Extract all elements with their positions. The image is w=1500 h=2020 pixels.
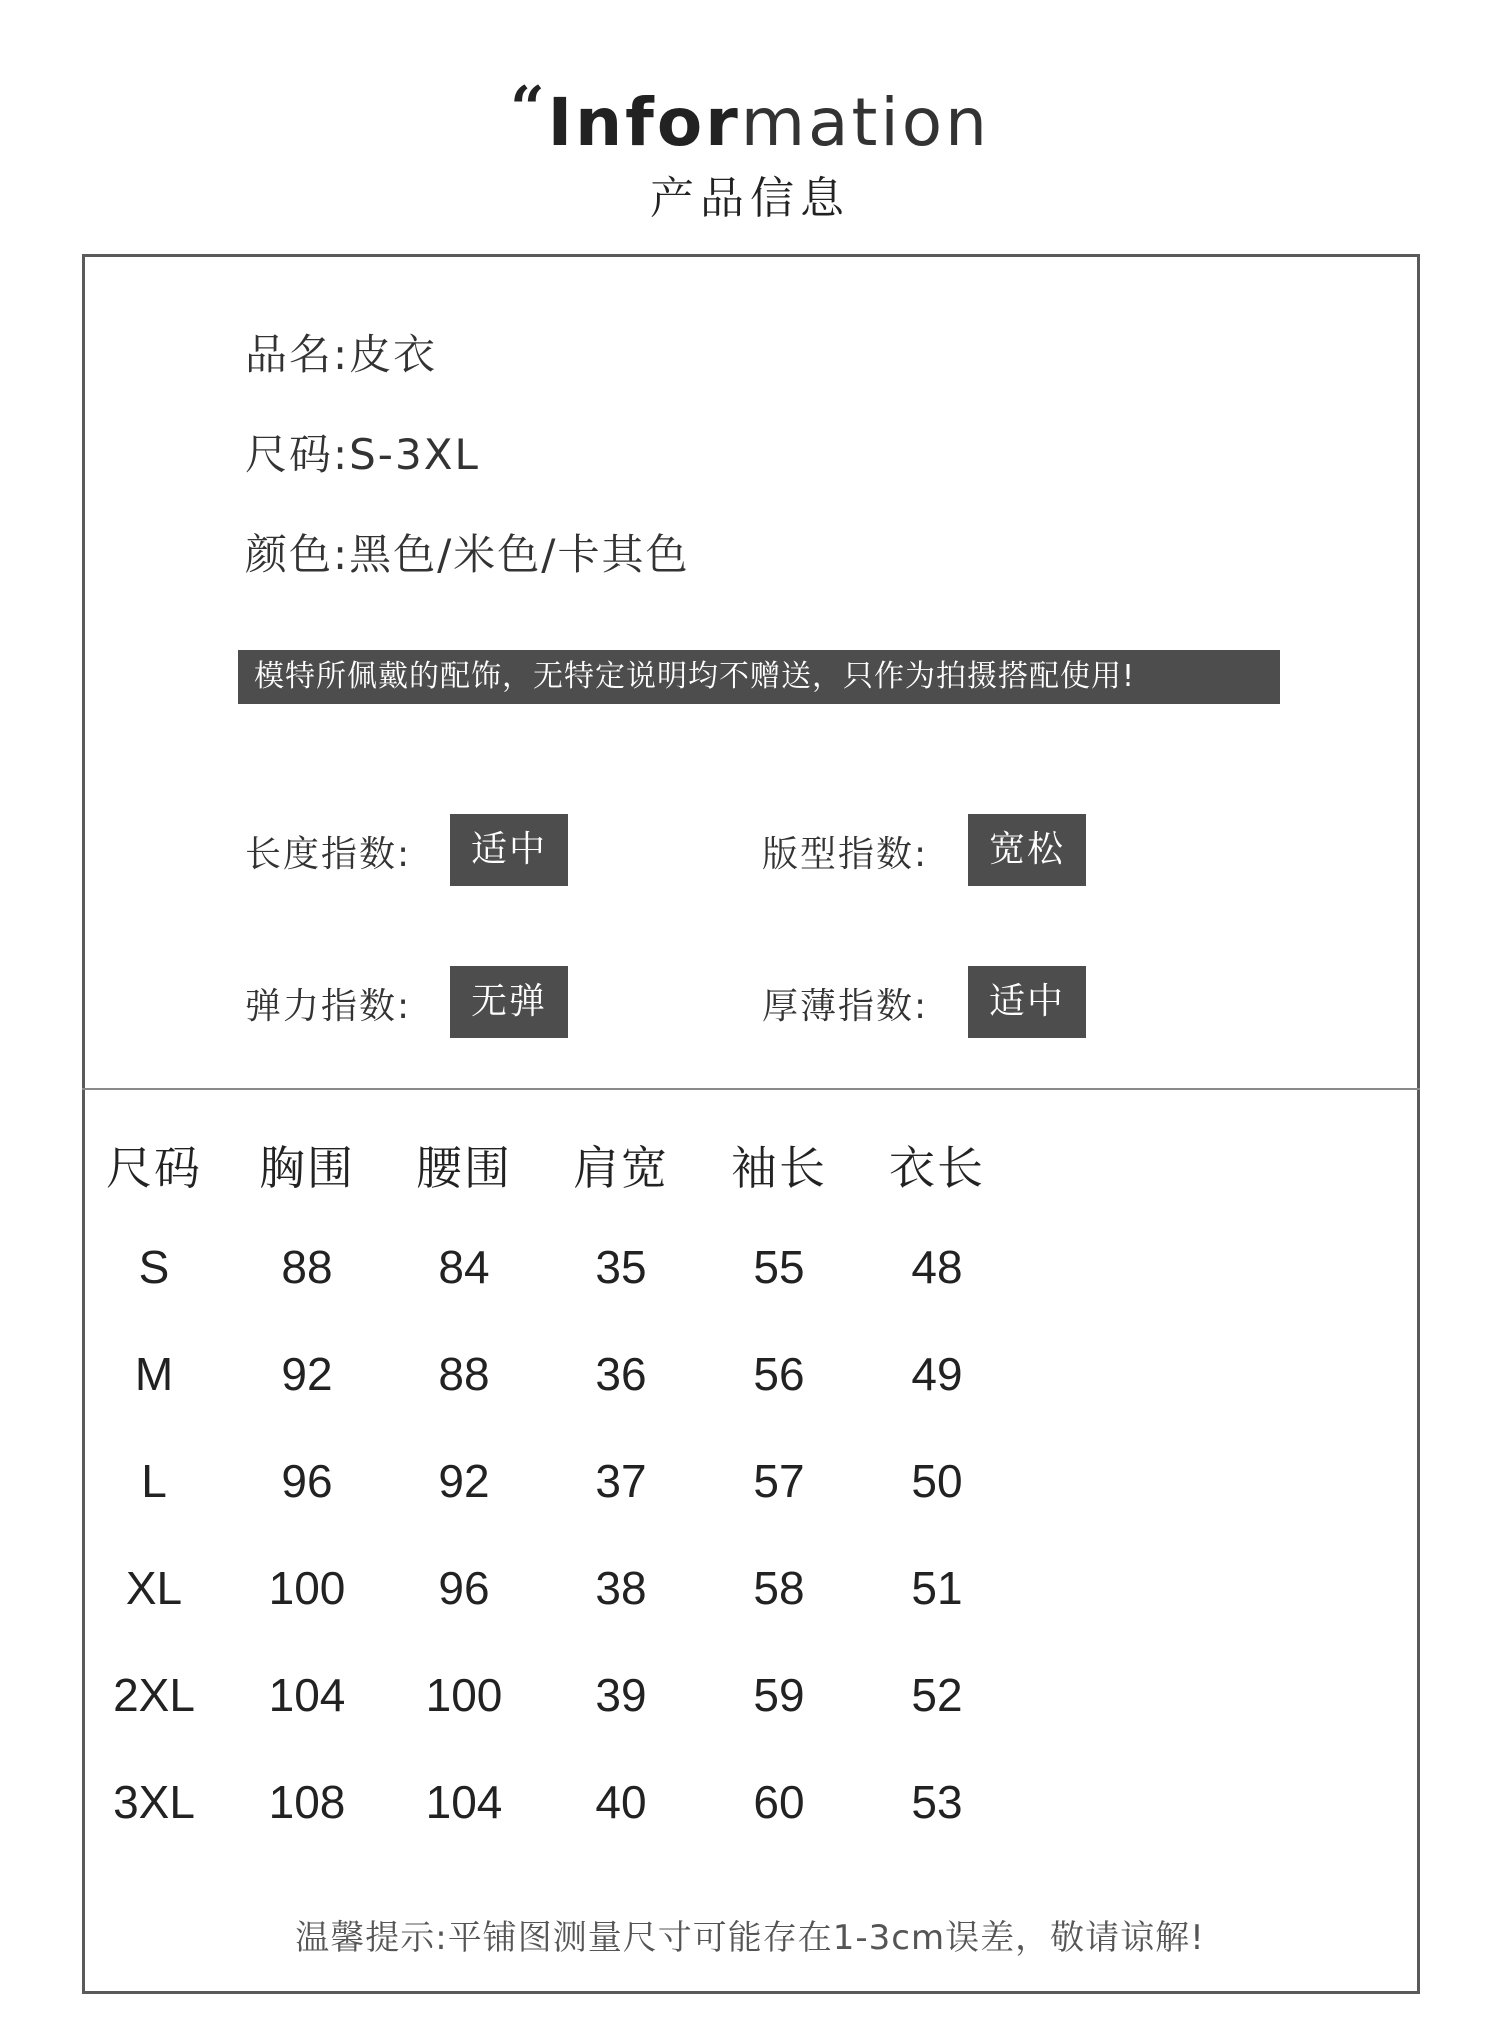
table-cell-length: 50 bbox=[911, 1455, 963, 1507]
title-bold-part: Infor bbox=[547, 84, 741, 161]
table-cell-waist: 100 bbox=[425, 1669, 503, 1721]
table-cell-sleeve: 55 bbox=[753, 1241, 805, 1293]
table-cell-sleeve: 58 bbox=[753, 1562, 805, 1614]
table-cell-sleeve: 56 bbox=[753, 1348, 805, 1400]
page-subtitle: 产品信息 bbox=[650, 173, 850, 224]
product-size: 尺码:S-3XL bbox=[245, 430, 480, 479]
table-cell-waist: 104 bbox=[425, 1776, 503, 1828]
product-color: 颜色:黑色/米色/卡其色 bbox=[245, 530, 690, 579]
table-cell-shoulder: 35 bbox=[595, 1241, 647, 1293]
table-cell-chest: 96 bbox=[281, 1455, 333, 1507]
table-cell-sleeve: 60 bbox=[753, 1776, 805, 1828]
table-cell-chest: 104 bbox=[268, 1669, 346, 1721]
table-header-waist: 腰围 bbox=[416, 1141, 512, 1195]
table-cell-shoulder: 38 bbox=[595, 1562, 647, 1614]
table-cell-waist: 88 bbox=[438, 1348, 490, 1400]
stretch-index-label: 弹力指数: bbox=[245, 986, 412, 1027]
table-cell-length: 52 bbox=[911, 1669, 963, 1721]
table-cell-size: 2XL bbox=[113, 1669, 195, 1721]
table-header-chest: 胸围 bbox=[259, 1141, 355, 1195]
table-cell-length: 51 bbox=[911, 1562, 963, 1614]
table-cell-sleeve: 57 bbox=[753, 1455, 805, 1507]
table-cell-shoulder: 37 bbox=[595, 1455, 647, 1507]
table-cell-size: L bbox=[141, 1455, 167, 1507]
accessory-notice: 模特所佩戴的配饰，无特定说明均不赠送，只作为拍摄搭配使用! bbox=[238, 650, 1280, 704]
table-cell-chest: 100 bbox=[268, 1562, 346, 1614]
length-index-label: 长度指数: bbox=[245, 834, 412, 875]
table-cell-size: XL bbox=[125, 1562, 183, 1614]
table-cell-size: 3XL bbox=[113, 1776, 195, 1828]
thickness-index-label: 厚薄指数: bbox=[762, 986, 929, 1027]
info-frame bbox=[82, 254, 1420, 1994]
table-cell-waist: 92 bbox=[438, 1455, 490, 1507]
table-cell-length: 53 bbox=[911, 1776, 963, 1828]
fit-index-label: 版型指数: bbox=[762, 834, 929, 875]
table-cell-size: M bbox=[134, 1348, 174, 1400]
table-cell-shoulder: 36 bbox=[595, 1348, 647, 1400]
table-cell-shoulder: 39 bbox=[595, 1669, 647, 1721]
table-header-length: 衣长 bbox=[889, 1141, 985, 1195]
table-header-shoulder: 肩宽 bbox=[573, 1141, 669, 1195]
table-cell-chest: 92 bbox=[281, 1348, 333, 1400]
section-divider bbox=[82, 1088, 1420, 1090]
table-cell-waist: 84 bbox=[438, 1241, 490, 1293]
measurement-note: 温馨提示:平铺图测量尺寸可能存在1-3cm误差，敬请谅解! bbox=[295, 1918, 1205, 1958]
quote-mark: “ bbox=[510, 74, 548, 144]
product-name: 品名:皮衣 bbox=[245, 330, 438, 379]
fit-index-badge: 宽松 bbox=[968, 814, 1086, 886]
table-cell-waist: 96 bbox=[438, 1562, 490, 1614]
table-header-sleeve: 袖长 bbox=[731, 1141, 827, 1195]
table-cell-length: 48 bbox=[911, 1241, 963, 1293]
thickness-index-badge: 适中 bbox=[968, 966, 1086, 1038]
table-cell-shoulder: 40 bbox=[595, 1776, 647, 1828]
stretch-index-badge: 无弹 bbox=[450, 966, 568, 1038]
table-cell-chest: 88 bbox=[281, 1241, 333, 1293]
table-cell-length: 49 bbox=[911, 1348, 963, 1400]
table-cell-sleeve: 59 bbox=[753, 1669, 805, 1721]
title-light-part: mation bbox=[740, 84, 990, 161]
page-title bbox=[0, 64, 1500, 168]
length-index-badge: 适中 bbox=[450, 814, 568, 886]
table-cell-chest: 108 bbox=[268, 1776, 346, 1828]
table-header-size: 尺码 bbox=[106, 1141, 202, 1195]
table-cell-size: S bbox=[138, 1241, 170, 1293]
